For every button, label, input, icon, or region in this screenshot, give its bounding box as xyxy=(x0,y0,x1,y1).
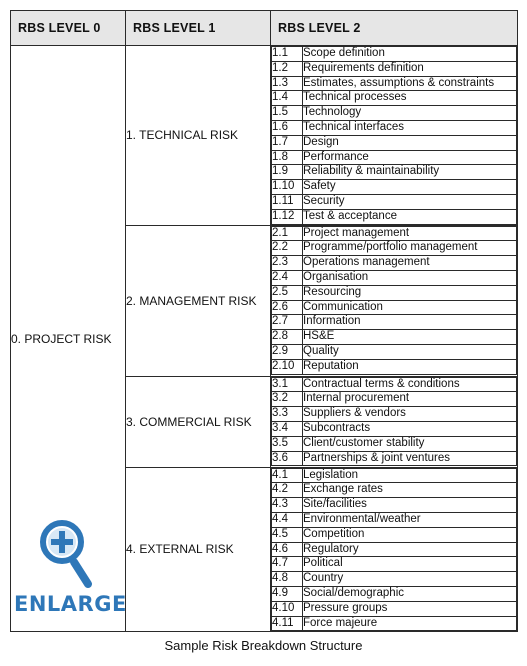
item-label: Scope definition xyxy=(303,47,517,62)
level2-row xyxy=(272,436,517,451)
item-label: Project management xyxy=(303,226,517,241)
level2-row xyxy=(272,421,517,436)
magnifier-plus-icon xyxy=(36,518,96,590)
item-number: 1.8 xyxy=(272,150,303,165)
level2-row xyxy=(272,572,517,587)
item-label: Technical interfaces xyxy=(303,120,517,135)
level1-cell: 1. TECHNICAL RISK xyxy=(126,46,271,226)
item-label: Resourcing xyxy=(303,285,517,300)
level2-list xyxy=(271,46,517,225)
item-label: Security xyxy=(303,194,517,209)
header-level-1: RBS LEVEL 1 xyxy=(126,11,271,46)
item-number: 2.6 xyxy=(272,300,303,315)
item-label: Legislation xyxy=(303,468,517,483)
item-number: 2.5 xyxy=(272,285,303,300)
level2-row xyxy=(272,76,517,91)
item-label: Design xyxy=(303,135,517,150)
level2-row xyxy=(272,241,517,256)
item-label: Social/demographic xyxy=(303,586,517,601)
item-label: Technical processes xyxy=(303,91,517,106)
item-label: Reputation xyxy=(303,359,517,374)
level2-row xyxy=(272,256,517,271)
item-label: Reliability & maintainability xyxy=(303,165,517,180)
item-number: 4.7 xyxy=(272,557,303,572)
item-label: HS&E xyxy=(303,330,517,345)
item-number: 1.10 xyxy=(272,180,303,195)
level2-list xyxy=(271,226,517,375)
level2-row xyxy=(272,601,517,616)
item-label: Exchange rates xyxy=(303,483,517,498)
item-label: Internal procurement xyxy=(303,392,517,407)
item-label: Environmental/weather xyxy=(303,512,517,527)
item-number: 4.11 xyxy=(272,616,303,631)
level2-row xyxy=(272,315,517,330)
item-number: 2.8 xyxy=(272,330,303,345)
item-number: 1.3 xyxy=(272,76,303,91)
item-label: Quality xyxy=(303,344,517,359)
item-number: 2.9 xyxy=(272,344,303,359)
level2-list xyxy=(271,377,517,467)
level2-row xyxy=(272,270,517,285)
level2-row xyxy=(272,300,517,315)
item-number: 1.6 xyxy=(272,120,303,135)
item-label: Safety xyxy=(303,180,517,195)
header-level-0: RBS LEVEL 0 xyxy=(11,11,126,46)
level2-row xyxy=(272,407,517,422)
item-label: Competition xyxy=(303,527,517,542)
item-number: 4.6 xyxy=(272,542,303,557)
level2-row xyxy=(272,359,517,374)
item-label: Technology xyxy=(303,106,517,121)
level2-cell xyxy=(271,225,518,376)
item-label: Subcontracts xyxy=(303,421,517,436)
level2-row xyxy=(272,483,517,498)
level2-row xyxy=(272,47,517,62)
level2-row xyxy=(272,285,517,300)
level0-cell: 0. PROJECT RISK xyxy=(11,46,126,632)
item-number: 1.12 xyxy=(272,209,303,224)
item-label: Suppliers & vendors xyxy=(303,407,517,422)
item-number: 4.2 xyxy=(272,483,303,498)
level1-cell: 3. COMMERCIAL RISK xyxy=(126,376,271,467)
item-number: 1.9 xyxy=(272,165,303,180)
item-label: Country xyxy=(303,572,517,587)
level1-cell: 4. EXTERNAL RISK xyxy=(126,467,271,632)
level2-row xyxy=(272,194,517,209)
level2-row xyxy=(272,330,517,345)
level2-row xyxy=(272,512,517,527)
item-number: 3.1 xyxy=(272,377,303,392)
level2-cell xyxy=(271,376,518,467)
item-label: Site/facilities xyxy=(303,498,517,513)
item-label: Programme/portfolio management xyxy=(303,241,517,256)
group-row xyxy=(11,46,518,226)
level2-cell xyxy=(271,467,518,632)
item-number: 1.4 xyxy=(272,91,303,106)
level2-row xyxy=(272,226,517,241)
item-label: Political xyxy=(303,557,517,572)
level2-row xyxy=(272,616,517,631)
item-number: 1.5 xyxy=(272,106,303,121)
level2-row xyxy=(272,61,517,76)
item-number: 1.2 xyxy=(272,61,303,76)
item-label: Operations management xyxy=(303,256,517,271)
item-label: Communication xyxy=(303,300,517,315)
level2-row xyxy=(272,106,517,121)
item-number: 3.6 xyxy=(272,451,303,466)
item-label: Performance xyxy=(303,150,517,165)
item-number: 2.10 xyxy=(272,359,303,374)
level2-row xyxy=(272,586,517,601)
level2-row xyxy=(272,498,517,513)
item-label: Test & acceptance xyxy=(303,209,517,224)
item-number: 3.5 xyxy=(272,436,303,451)
item-label: Pressure groups xyxy=(303,601,517,616)
level1-cell: 2. MANAGEMENT RISK xyxy=(126,225,271,376)
item-number: 4.4 xyxy=(272,512,303,527)
level2-row xyxy=(272,451,517,466)
item-label: Force majeure xyxy=(303,616,517,631)
item-number: 4.8 xyxy=(272,572,303,587)
item-number: 1.11 xyxy=(272,194,303,209)
item-label: Information xyxy=(303,315,517,330)
item-label: Estimates, assumptions & constraints xyxy=(303,76,517,91)
level2-row xyxy=(272,468,517,483)
level2-row xyxy=(272,542,517,557)
item-label: Organisation xyxy=(303,270,517,285)
level2-row xyxy=(272,91,517,106)
item-number: 4.5 xyxy=(272,527,303,542)
level2-row xyxy=(272,344,517,359)
item-number: 3.4 xyxy=(272,421,303,436)
level2-row xyxy=(272,180,517,195)
header-row xyxy=(11,11,518,46)
level2-row xyxy=(272,150,517,165)
level2-row xyxy=(272,135,517,150)
item-number: 3.2 xyxy=(272,392,303,407)
level2-list xyxy=(271,468,517,632)
figure-caption: Sample Risk Breakdown Structure xyxy=(164,638,363,653)
item-number: 2.3 xyxy=(272,256,303,271)
level2-row xyxy=(272,527,517,542)
item-label: Requirements definition xyxy=(303,61,517,76)
level2-row xyxy=(272,557,517,572)
item-label: Partnerships & joint ventures xyxy=(303,451,517,466)
item-number: 2.2 xyxy=(272,241,303,256)
item-number: 2.1 xyxy=(272,226,303,241)
item-label: Regulatory xyxy=(303,542,517,557)
enlarge-button[interactable] xyxy=(14,518,127,622)
item-number: 4.9 xyxy=(272,586,303,601)
item-number: 1.7 xyxy=(272,135,303,150)
item-number: 2.4 xyxy=(272,270,303,285)
header-level-2: RBS LEVEL 2 xyxy=(271,11,518,46)
level2-cell xyxy=(271,46,518,226)
item-number: 4.1 xyxy=(272,468,303,483)
item-number: 2.7 xyxy=(272,315,303,330)
enlarge-label: ENLARGE xyxy=(14,592,127,616)
level2-row xyxy=(272,377,517,392)
item-label: Client/customer stability xyxy=(303,436,517,451)
level2-row xyxy=(272,165,517,180)
item-number: 1.1 xyxy=(272,47,303,62)
item-number: 3.3 xyxy=(272,407,303,422)
level2-row xyxy=(272,209,517,224)
level2-row xyxy=(272,120,517,135)
item-number: 4.3 xyxy=(272,498,303,513)
item-number: 4.10 xyxy=(272,601,303,616)
level2-row xyxy=(272,392,517,407)
item-label: Contractual terms & conditions xyxy=(303,377,517,392)
